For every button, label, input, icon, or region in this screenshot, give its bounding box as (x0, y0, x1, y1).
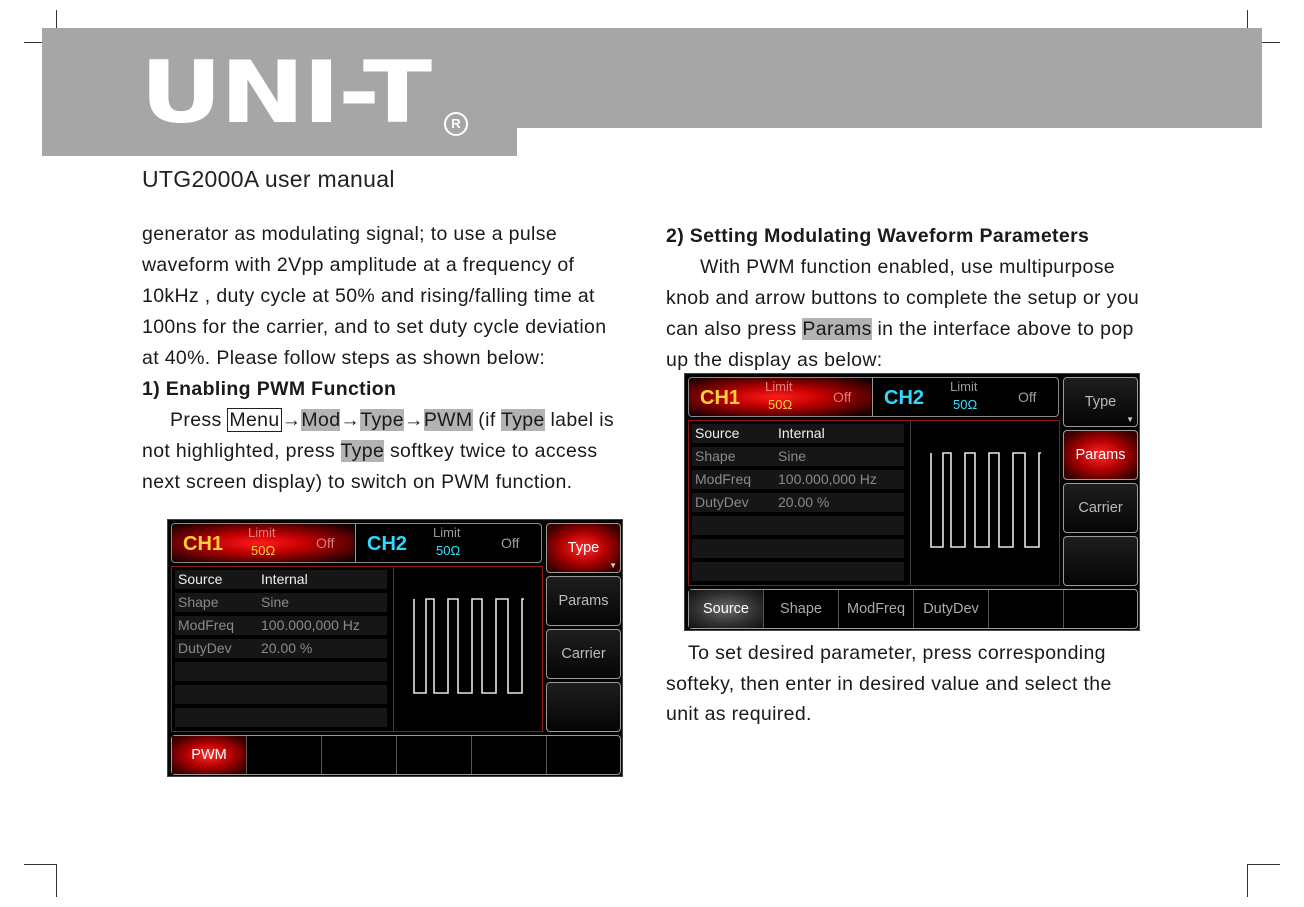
blank-softkey[interactable] (247, 736, 322, 774)
text-run: can also press (666, 318, 803, 340)
crop-mark (1247, 864, 1248, 897)
instrument-screen-pwm (167, 519, 623, 777)
type-softkey-label: Type (567, 540, 600, 556)
modfreq-softkey[interactable]: ModFreq (839, 590, 914, 628)
param-value: 100.000,000 Hz (261, 617, 360, 633)
param-row-shape[interactable] (692, 447, 904, 466)
shape-softkey[interactable]: Shape (764, 590, 839, 628)
param-key: Shape (695, 448, 736, 464)
dutydev-softkey[interactable]: DutyDev (914, 590, 989, 628)
blank-softkey[interactable] (547, 736, 620, 774)
params-softkey[interactable]: Params (1063, 430, 1138, 480)
param-row-empty (692, 562, 904, 581)
blank-softkey[interactable] (1063, 536, 1138, 586)
params-softkey[interactable]: Params (546, 576, 621, 626)
ch1-impedance: 50Ω (768, 397, 793, 412)
panel-divider (910, 421, 911, 585)
step-text: (if (472, 409, 502, 431)
paragraph-line: next screen display) to switch on PWM function. (142, 471, 573, 493)
dropdown-triangle-icon: ▼ (609, 561, 617, 570)
source-softkey[interactable]: Source (689, 590, 764, 628)
param-row-dutydev[interactable] (175, 639, 387, 658)
instrument-screen-params (684, 373, 1140, 631)
ch1-impedance: 50Ω (251, 543, 276, 558)
step-text: softkey twice to access (384, 440, 598, 462)
type-key: Type (360, 409, 404, 431)
bottom-softkey-bar (171, 735, 621, 775)
pwm-softkey[interactable]: PWM (172, 736, 247, 774)
left-column (142, 219, 647, 498)
blank-softkey[interactable] (322, 736, 397, 774)
ch2-limit-label: Limit (433, 525, 461, 540)
param-key: DutyDev (178, 640, 232, 656)
ch2-label[interactable]: CH2 (367, 533, 408, 555)
param-key: Shape (178, 594, 219, 610)
text-run: in the interface above to pop (871, 318, 1134, 340)
type-softkey[interactable] (546, 523, 621, 573)
type-softkey[interactable] (1063, 377, 1138, 427)
ch2-output-state: Off (501, 535, 520, 551)
pwm-waveform (412, 597, 532, 697)
ch1-label: CH1 (183, 533, 224, 555)
channel-bar (688, 377, 1059, 417)
step-text: not highlighted, press (142, 440, 341, 462)
carrier-softkey[interactable]: Carrier (1063, 483, 1138, 533)
param-value: Sine (261, 594, 290, 610)
paragraph-line: 10kHz , duty cycle at 50% and rising/falling time at (142, 285, 595, 307)
pwm-key: PWM (423, 409, 473, 431)
right-column-after (666, 638, 1186, 730)
param-row-empty (175, 662, 387, 681)
arrow: → (281, 409, 302, 431)
paragraph-line: at 40%. Please follow steps as shown below: (142, 347, 546, 369)
ch1-limit-label: Limit (765, 379, 793, 394)
step-text: label is (544, 409, 614, 431)
type-key: Type (501, 409, 545, 431)
param-key: Source (178, 571, 223, 587)
ch1-label: CH1 (700, 387, 741, 409)
ch1-output-state: Off (316, 535, 335, 551)
step-text: Press (170, 409, 228, 431)
paragraph-line: softeky, then enter in desired value and select the (666, 672, 1112, 695)
dropdown-triangle-icon: ▼ (1126, 415, 1134, 424)
section-heading: 2) Setting Modulating Waveform Parameters (666, 225, 1090, 247)
paragraph-line: unit as required. (666, 703, 812, 725)
paragraph-line: 100ns for the carrier, and to set duty cycle deviation (142, 316, 607, 338)
ch1-limit-label: Limit (248, 525, 276, 540)
param-key: DutyDev (695, 494, 749, 510)
paragraph-line: knob and arrow buttons to complete the setup or you (666, 287, 1140, 309)
blank-softkey[interactable] (989, 590, 1064, 628)
param-value: 20.00 % (261, 640, 313, 656)
channel-divider (355, 524, 356, 562)
type-key: Type (340, 440, 385, 462)
type-softkey-label: Type (1084, 394, 1117, 410)
param-key: Source (695, 425, 740, 441)
param-row-empty (175, 708, 387, 727)
crop-mark (56, 864, 57, 897)
menu-key: Menu (229, 409, 280, 431)
param-row-shape[interactable] (175, 593, 387, 612)
param-row-dutydev[interactable] (692, 493, 904, 512)
bottom-softkey-bar (688, 589, 1138, 629)
paragraph-line: generator as modulating signal; to use a pulse (142, 223, 558, 245)
param-value: Sine (778, 448, 807, 464)
step-line (142, 405, 647, 436)
param-key: ModFreq (178, 617, 235, 633)
paragraph-line: waveform with 2Vpp amplitude at a frequency of (142, 254, 575, 276)
param-value: 20.00 % (778, 494, 830, 510)
parameter-panel (171, 566, 543, 732)
param-row-empty (692, 539, 904, 558)
param-row-empty (175, 685, 387, 704)
channel-bar (171, 523, 542, 563)
crop-mark (24, 864, 57, 865)
param-key: ModFreq (695, 471, 752, 487)
param-value: 100.000,000 Hz (778, 471, 877, 487)
brand-logo: UNI-T (140, 43, 430, 143)
paragraph-line: To set desired parameter, press corresponding (688, 642, 1106, 664)
parameter-panel (688, 420, 1060, 586)
blank-softkey[interactable] (472, 736, 547, 774)
ch2-impedance: 50Ω (436, 543, 461, 558)
ch2-limit-label: Limit (950, 379, 978, 394)
arrow: → (403, 409, 424, 431)
param-row-modfreq[interactable] (692, 470, 904, 489)
paragraph-line: up the display as below: (666, 349, 883, 371)
ch2-output-state: Off (1018, 389, 1037, 405)
pwm-waveform (929, 451, 1049, 551)
param-row-modfreq[interactable] (175, 616, 387, 635)
param-value: Internal (778, 425, 825, 441)
section-heading: 1) Enabling PWM Function (142, 378, 397, 400)
paragraph-line (666, 314, 1186, 345)
ch2-label[interactable]: CH2 (884, 387, 925, 409)
ch1-output-state: Off (833, 389, 852, 405)
ch2-impedance: 50Ω (953, 397, 978, 412)
param-row-source[interactable] (692, 424, 904, 443)
paragraph-line: With PWM function enabled, use multipurpose (700, 256, 1115, 278)
manual-title: UTG2000A user manual (142, 166, 395, 192)
arrow: → (340, 409, 361, 431)
param-row-source[interactable] (175, 570, 387, 589)
registered-mark: R (444, 112, 468, 136)
panel-divider (393, 567, 394, 731)
blank-softkey[interactable] (546, 682, 621, 732)
mod-key: Mod (301, 409, 341, 431)
crop-mark (1247, 864, 1280, 865)
param-row-empty (692, 516, 904, 535)
blank-softkey[interactable] (1064, 590, 1137, 628)
param-value: Internal (261, 571, 308, 587)
blank-softkey[interactable] (397, 736, 472, 774)
carrier-softkey[interactable]: Carrier (546, 629, 621, 679)
paragraph-line (142, 436, 647, 467)
params-key: Params (802, 318, 872, 340)
right-column (666, 221, 1186, 376)
channel-divider (872, 378, 873, 416)
